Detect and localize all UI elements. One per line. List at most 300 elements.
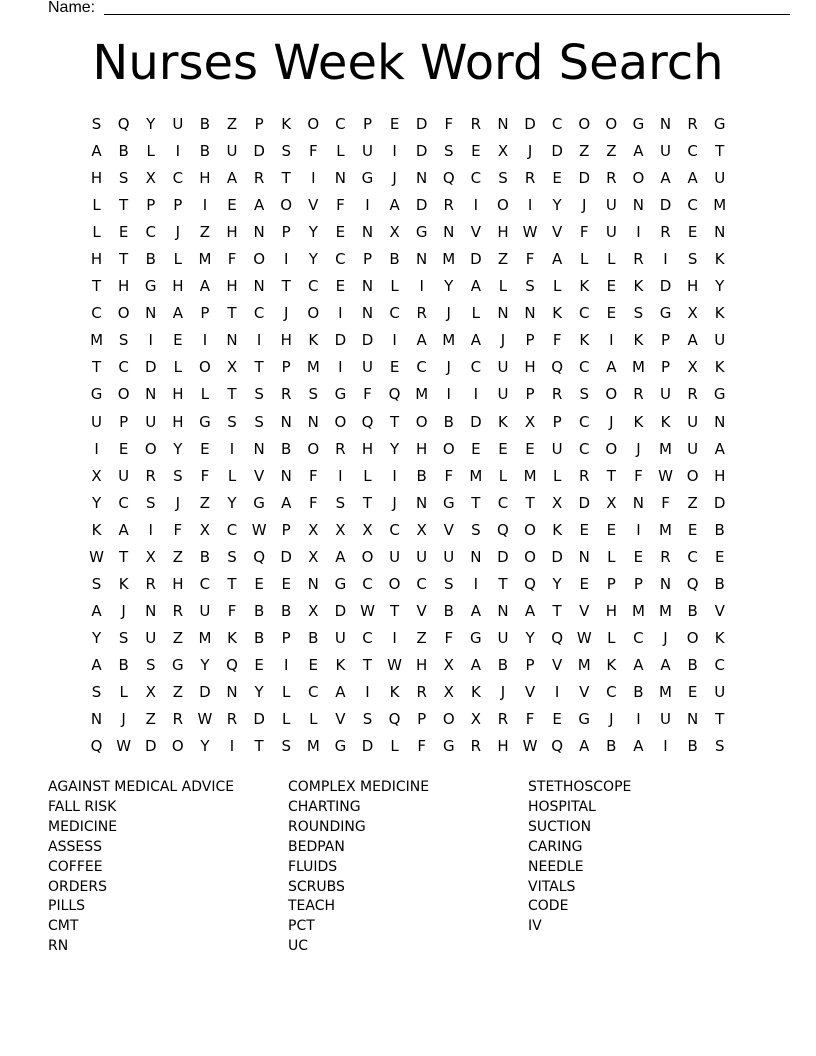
- grid-letter: M: [198, 628, 212, 647]
- grid-letter: K: [714, 250, 725, 269]
- grid-letter: F: [363, 385, 372, 404]
- grid-letter: C: [633, 628, 644, 647]
- grid-letter: T: [606, 466, 616, 485]
- grid-letter: L: [390, 277, 399, 296]
- grid-letter: I: [554, 682, 560, 701]
- grid-letter: U: [172, 115, 184, 133]
- grid-letter: N: [145, 304, 157, 323]
- grid-letter: R: [172, 710, 184, 729]
- grid-letter: B: [199, 142, 211, 161]
- grid-letter: L: [282, 710, 291, 729]
- grid-letter: X: [145, 169, 156, 188]
- grid-letter: D: [578, 493, 591, 512]
- grid-letter: M: [631, 601, 645, 620]
- grid-letter: F: [308, 466, 318, 485]
- grid-letter: D: [280, 547, 292, 566]
- grid-letter: V: [552, 655, 563, 674]
- grid-letter: E: [173, 331, 183, 350]
- grid-letter: O: [253, 250, 266, 269]
- grid-letter: U: [91, 412, 103, 431]
- grid-letter: D: [334, 601, 347, 620]
- grid-letter: B: [714, 520, 725, 539]
- grid-letter: S: [254, 412, 264, 431]
- grid-letter: B: [281, 439, 292, 458]
- word-list-item: CODE: [528, 898, 569, 915]
- grid-letter: L: [390, 737, 399, 756]
- grid-letter: G: [334, 385, 347, 404]
- grid-letter: C: [199, 574, 211, 593]
- grid-letter: L: [607, 547, 616, 566]
- grid-letter: J: [121, 710, 126, 729]
- grid-letter: N: [578, 547, 590, 566]
- grid-letter: O: [632, 169, 645, 188]
- grid-letter: I: [365, 196, 370, 215]
- grid-letter: A: [633, 737, 644, 756]
- grid-letter: J: [283, 304, 289, 323]
- word-list-item: TEACH: [288, 898, 336, 915]
- grid-letter: P: [525, 385, 535, 404]
- grid-letter: I: [338, 358, 343, 377]
- grid-letter: E: [498, 439, 508, 458]
- grid-letter: K: [579, 331, 590, 350]
- grid-letter: A: [687, 169, 698, 188]
- grid-letter: O: [524, 547, 536, 566]
- grid-letter: I: [419, 277, 424, 296]
- grid-letter: F: [525, 250, 535, 269]
- grid-letter: P: [362, 115, 372, 133]
- grid-letter: T: [91, 358, 102, 377]
- grid-letter: S: [335, 493, 346, 512]
- grid-letter: S: [227, 412, 237, 431]
- grid-letter: M: [90, 331, 104, 350]
- grid-letter: X: [308, 547, 319, 566]
- grid-letter: E: [606, 277, 617, 296]
- grid-letter: E: [687, 682, 698, 701]
- grid-letter: O: [524, 520, 536, 539]
- grid-letter: N: [253, 223, 265, 242]
- grid-letter: D: [713, 493, 726, 512]
- grid-letter: A: [633, 142, 644, 161]
- grid-letter: K: [281, 115, 292, 133]
- grid-letter: Y: [227, 493, 237, 512]
- grid-letter: U: [389, 547, 401, 566]
- grid-letter: N: [659, 574, 672, 593]
- grid-letter: C: [578, 439, 590, 458]
- grid-letter: F: [417, 737, 426, 756]
- grid-letter: H: [714, 466, 726, 485]
- grid-letter: H: [416, 655, 428, 674]
- grid-letter: N: [416, 493, 428, 512]
- grid-letter: I: [609, 331, 614, 350]
- grid-letter: W: [116, 737, 132, 756]
- grid-letter: B: [281, 601, 292, 620]
- grid-letter: F: [227, 601, 237, 620]
- grid-letter: T: [525, 493, 535, 512]
- grid-letter: X: [308, 601, 319, 620]
- grid-letter: K: [633, 277, 644, 296]
- grid-letter: X: [687, 304, 698, 323]
- grid-letter: J: [500, 682, 506, 701]
- grid-letter: A: [552, 250, 563, 269]
- grid-letter: X: [443, 655, 454, 674]
- grid-letter: N: [361, 304, 374, 323]
- grid-letter: C: [578, 304, 590, 323]
- grid-letter: T: [471, 493, 481, 512]
- grid-letter: I: [392, 142, 397, 161]
- grid-letter: T: [227, 304, 237, 323]
- grid-letter: P: [119, 412, 129, 431]
- grid-letter: X: [362, 520, 373, 539]
- grid-letter: K: [714, 358, 725, 377]
- grid-letter: N: [307, 412, 319, 431]
- grid-letter: M: [523, 466, 537, 485]
- word-list-column-1: [48, 778, 234, 957]
- grid-letter: D: [659, 277, 672, 296]
- grid-letter: A: [660, 169, 671, 188]
- grid-letter: N: [226, 331, 238, 350]
- grid-letter: B: [145, 250, 156, 269]
- grid-letter: V: [579, 601, 590, 620]
- grid-letter: U: [714, 682, 726, 701]
- grid-letter: Y: [254, 682, 264, 701]
- grid-letter: N: [253, 277, 265, 296]
- grid-letter: E: [118, 223, 129, 242]
- grid-letter: N: [90, 710, 103, 729]
- grid-letter: A: [91, 142, 102, 161]
- grid-letter: K: [308, 331, 319, 350]
- grid-letter: D: [470, 250, 482, 269]
- grid-letter: I: [473, 574, 479, 593]
- grid-letter: L: [119, 682, 128, 701]
- grid-letter: U: [605, 196, 617, 215]
- grid-letter: Z: [497, 250, 509, 269]
- word-list-item: PILLS: [48, 898, 86, 915]
- grid-letter: F: [227, 250, 237, 269]
- grid-letter: O: [442, 710, 455, 729]
- word-list-item: MEDICINE: [48, 818, 118, 835]
- grid-letter: X: [145, 682, 156, 701]
- grid-letter: U: [605, 223, 617, 242]
- grid-letter: G: [713, 385, 726, 404]
- grid-letter: R: [633, 385, 644, 404]
- grid-letter: L: [200, 385, 210, 404]
- grid-letter: X: [199, 520, 211, 539]
- grid-letter: J: [527, 142, 533, 161]
- grid-letter: P: [254, 115, 264, 133]
- grid-letter: I: [94, 439, 99, 458]
- grid-letter: Y: [308, 250, 318, 269]
- grid-letter: V: [443, 520, 454, 539]
- grid-letter: K: [714, 628, 725, 647]
- grid-letter: D: [334, 331, 347, 350]
- grid-letter: U: [497, 385, 509, 404]
- grid-letter: R: [687, 115, 698, 133]
- grid-letter: A: [199, 277, 211, 296]
- grid-letter: R: [253, 169, 265, 188]
- grid-letter: C: [606, 682, 617, 701]
- grid-letter: A: [226, 169, 238, 188]
- grid-letter: E: [254, 574, 264, 593]
- grid-letter: N: [659, 115, 672, 133]
- grid-letter: L: [173, 358, 182, 377]
- grid-letter: N: [361, 277, 374, 296]
- grid-letter: B: [687, 737, 698, 756]
- grid-letter: B: [199, 115, 211, 133]
- grid-letter: N: [416, 169, 428, 188]
- grid-letter: S: [118, 331, 129, 350]
- grid-letter: J: [446, 358, 451, 377]
- grid-letter: E: [118, 439, 129, 458]
- grid-letter: U: [714, 169, 726, 188]
- grid-letter: P: [362, 250, 372, 269]
- grid-letter: P: [417, 710, 427, 729]
- word-list-item: HOSPITAL: [528, 798, 596, 815]
- grid-letter: Q: [388, 710, 401, 729]
- grid-letter: T: [281, 169, 291, 188]
- grid-letter: T: [389, 412, 400, 431]
- grid-letter: E: [552, 169, 562, 188]
- grid-letter: T: [498, 574, 508, 593]
- grid-letter: A: [172, 304, 183, 323]
- grid-letter: K: [714, 304, 725, 323]
- grid-letter: Y: [200, 655, 210, 674]
- grid-letter: J: [446, 304, 451, 323]
- grid-letter: L: [336, 142, 345, 161]
- grid-letter: F: [308, 493, 318, 512]
- grid-letter: T: [91, 277, 102, 296]
- grid-letter: D: [551, 547, 563, 566]
- grid-letter: H: [172, 412, 184, 431]
- grid-letter: A: [714, 439, 725, 458]
- grid-letter: N: [497, 304, 509, 323]
- grid-letter: Y: [552, 574, 562, 593]
- grid-letter: G: [442, 493, 455, 512]
- grid-letter: D: [253, 710, 265, 729]
- grid-letter: R: [416, 682, 427, 701]
- word-list-item: AGAINST MEDICAL ADVICE: [48, 779, 235, 795]
- grid-letter: G: [172, 655, 184, 674]
- grid-letter: R: [335, 439, 346, 458]
- grid-letter: R: [416, 304, 427, 323]
- grid-letter: T: [362, 493, 373, 512]
- grid-letter: X: [226, 358, 238, 377]
- grid-letter: M: [469, 466, 483, 485]
- grid-letter: H: [90, 250, 103, 269]
- grid-letter: O: [497, 196, 509, 215]
- grid-letter: H: [497, 223, 509, 242]
- grid-letter: N: [443, 223, 455, 242]
- grid-letter: R: [660, 547, 671, 566]
- grid-letter: L: [607, 250, 616, 269]
- grid-letter: G: [442, 737, 455, 756]
- grid-letter: D: [415, 142, 428, 161]
- grid-letter: S: [145, 655, 156, 674]
- grid-letter: Q: [524, 574, 536, 593]
- grid-letter: A: [579, 737, 590, 756]
- grid-letter: Z: [226, 115, 238, 133]
- grid-letter: K: [91, 520, 102, 539]
- grid-letter: S: [525, 277, 535, 296]
- grid-letter: B: [253, 628, 265, 647]
- grid-letter: P: [173, 196, 183, 215]
- grid-letter: Z: [172, 682, 183, 701]
- grid-letter: U: [687, 439, 699, 458]
- grid-letter: G: [253, 493, 265, 512]
- grid-letter: A: [470, 601, 481, 620]
- word-list-item: PCT: [288, 918, 315, 935]
- grid-letter: Z: [579, 142, 590, 161]
- grid-letter: R: [687, 385, 698, 404]
- grid-letter: Y: [200, 737, 210, 756]
- grid-letter: O: [117, 304, 130, 323]
- grid-letter: P: [146, 196, 156, 215]
- word-list-item: ASSESS: [48, 838, 102, 855]
- grid-letter: N: [334, 169, 346, 188]
- grid-letter: W: [197, 710, 213, 729]
- grid-letter: Z: [606, 142, 617, 161]
- grid-letter: O: [686, 628, 699, 647]
- grid-letter: Z: [172, 547, 183, 566]
- grid-letter: K: [335, 655, 346, 674]
- grid-letter: Y: [525, 628, 535, 647]
- grid-letter: C: [253, 304, 265, 323]
- grid-letter: A: [389, 196, 400, 215]
- grid-letter: E: [687, 520, 698, 539]
- grid-letter: L: [607, 628, 616, 647]
- grid-letter: M: [415, 385, 429, 404]
- grid-letter: C: [416, 358, 427, 377]
- grid-letter: L: [173, 250, 182, 269]
- grid-letter: E: [308, 655, 319, 674]
- grid-letter: K: [633, 331, 644, 350]
- grid-letter: F: [634, 466, 643, 485]
- grid-letter: N: [632, 196, 645, 215]
- grid-letter: N: [226, 682, 238, 701]
- grid-letter: I: [392, 466, 397, 485]
- grid-letter: H: [172, 277, 184, 296]
- grid-letter: H: [199, 169, 211, 188]
- grid-letter: P: [606, 574, 616, 593]
- grid-letter: N: [470, 547, 482, 566]
- grid-letter: M: [442, 250, 456, 269]
- grid-letter: N: [714, 412, 726, 431]
- grid-letter: S: [118, 628, 129, 647]
- grid-letter: S: [714, 737, 725, 756]
- grid-letter: G: [90, 385, 103, 404]
- grid-letter: B: [199, 547, 211, 566]
- grid-letter: Q: [117, 115, 130, 133]
- grid-letter: P: [660, 358, 671, 377]
- grid-letter: R: [497, 710, 509, 729]
- grid-letter: R: [172, 601, 184, 620]
- grid-letter: K: [633, 412, 644, 431]
- grid-letter: C: [578, 358, 590, 377]
- grid-letter: I: [636, 520, 641, 539]
- grid-letter: M: [306, 737, 320, 756]
- grid-letter: E: [389, 358, 400, 377]
- grid-letter: Y: [552, 196, 562, 215]
- grid-letter: Q: [90, 737, 103, 756]
- grid-letter: N: [416, 250, 428, 269]
- grid-letter: B: [118, 142, 129, 161]
- grid-letter: F: [444, 466, 454, 485]
- grid-letter: G: [144, 277, 157, 296]
- grid-letter: E: [579, 520, 589, 539]
- grid-letter: T: [715, 710, 725, 729]
- grid-letter: G: [334, 737, 347, 756]
- letter-grid: [83, 111, 733, 760]
- grid-letter: W: [522, 223, 538, 242]
- word-list-item: COFFEE: [48, 858, 103, 875]
- grid-letter: J: [609, 710, 614, 729]
- grid-letter: H: [90, 169, 103, 188]
- grid-letter: B: [497, 655, 509, 674]
- grid-letter: T: [254, 358, 264, 377]
- grid-letter: A: [524, 601, 536, 620]
- grid-letter: F: [336, 196, 345, 215]
- grid-letter: D: [199, 682, 211, 701]
- grid-letter: I: [473, 196, 479, 215]
- grid-letter: N: [497, 601, 509, 620]
- grid-letter: B: [443, 412, 454, 431]
- grid-letter: I: [256, 331, 262, 350]
- grid-letter: L: [92, 223, 101, 242]
- grid-letter: R: [524, 169, 536, 188]
- grid-letter: U: [118, 466, 130, 485]
- grid-letter: B: [687, 601, 698, 620]
- grid-letter: P: [281, 520, 291, 539]
- grid-letter: T: [389, 601, 400, 620]
- grid-letter: O: [578, 115, 591, 133]
- grid-letter: A: [633, 655, 644, 674]
- grid-letter: V: [714, 601, 725, 620]
- word-list-item: SUCTION: [528, 818, 592, 835]
- grid-letter: K: [227, 628, 237, 647]
- grid-letter: M: [659, 439, 672, 458]
- grid-letter: G: [334, 574, 347, 593]
- grid-letter: G: [361, 169, 374, 188]
- grid-letter: S: [471, 520, 481, 539]
- word-list-item: ROUNDING: [288, 818, 366, 835]
- grid-letter: U: [714, 331, 726, 350]
- grid-letter: L: [227, 466, 237, 485]
- grid-letter: W: [522, 737, 538, 756]
- grid-letter: W: [360, 601, 375, 620]
- grid-letter: V: [416, 601, 427, 620]
- grid-letter: C: [335, 250, 346, 269]
- grid-letter: A: [91, 655, 102, 674]
- grid-letter: M: [631, 358, 645, 377]
- grid-letter: I: [392, 331, 397, 350]
- grid-letter: E: [471, 142, 481, 161]
- grid-letter: B: [714, 574, 725, 593]
- grid-letter: O: [361, 547, 374, 566]
- word-list-item: FALL RISK: [48, 798, 117, 815]
- grid-letter: C: [416, 574, 427, 593]
- grid-letter: V: [552, 223, 563, 242]
- grid-letter: U: [361, 358, 373, 377]
- grid-letter: W: [658, 466, 673, 485]
- grid-letter: L: [498, 466, 508, 485]
- grid-letter: L: [363, 466, 372, 485]
- grid-letter: L: [309, 710, 318, 729]
- grid-letter: I: [663, 737, 668, 756]
- grid-letter: P: [281, 223, 291, 242]
- grid-letter: D: [497, 547, 509, 566]
- grid-letter: U: [497, 358, 509, 377]
- grid-letter: P: [633, 574, 643, 593]
- grid-letter: O: [388, 574, 401, 593]
